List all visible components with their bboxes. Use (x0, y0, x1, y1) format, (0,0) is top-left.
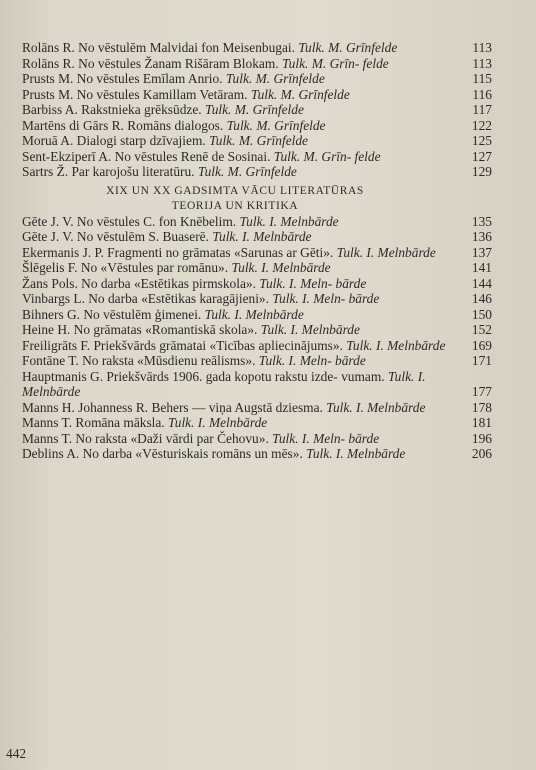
toc-entry-page-number: 206 (471, 446, 492, 461)
toc-entry (22, 214, 492, 230)
toc-entry-translator: Tulk. I. Melnbārde (212, 229, 312, 244)
toc-entry (22, 118, 492, 134)
toc-entry-text (22, 446, 492, 462)
toc-entry-title: Deblins A. No darba «Vēsturiskais romāns un mēs». (22, 446, 307, 461)
toc-entry-translator: Tulk. I. Melnbārde (204, 306, 304, 322)
toc-entry (22, 369, 492, 400)
toc-entry-translator: Tulk. M. Grīn- felde (281, 55, 389, 71)
toc-entry-title: Gēte J. V. No vēstules C. fon Knēbelim. (22, 213, 240, 229)
toc-entry-page-number: 116 (472, 86, 492, 102)
toc-entry-page-number: 117 (472, 102, 492, 117)
toc-entry-translator: Tulk. M. Grīnfelde (197, 164, 297, 179)
toc-entry-page-number: 144 (471, 275, 492, 291)
toc-entry-translator: Tulk. I. Meln- bārde (272, 291, 380, 306)
toc-entry-translator: Tulk. I. Meln- bārde (272, 430, 380, 446)
toc-entry-title: Barbiss A. Rakstnieka grēksūdze. (22, 102, 205, 117)
toc-entry-page-number: 122 (471, 117, 492, 133)
toc-entry-title: Freiligrāts F. Priekšvārds grāmatai «Ticības apliecinājums». (22, 337, 347, 353)
toc-entry-title: Žans Pols. No darba «Estētikas pirmskola». (22, 275, 260, 291)
toc-entry (22, 164, 492, 180)
toc-entry-title: Manns H. Johanness R. Behers — viņa Augstā dziesma. (22, 399, 327, 415)
toc-entry-title: Manns T. No raksta «Daži vārdi par Čehovu». (22, 430, 273, 446)
toc-entry-translator: Tulk. M. Grīn- felde (273, 148, 381, 164)
toc-entry (22, 322, 492, 338)
toc-entry-title: Prusts M. No vēstules Emīlam Anrio. (22, 71, 226, 86)
toc-entry-title: Martēns di Gārs R. Romāns dialogos. (22, 117, 227, 133)
toc-entry-text (22, 400, 492, 416)
toc-entry (22, 40, 492, 56)
toc-entry-page-number: 181 (471, 415, 492, 430)
toc-entry-text (22, 431, 492, 447)
toc-entry-translator: Tulk. M. Grīnfelde (204, 102, 304, 117)
toc-entry (22, 56, 492, 72)
toc-entry-title: Fontāne T. No raksta «Mūsdienu reālisms». (22, 353, 259, 368)
toc-entry-text (22, 229, 492, 245)
toc-entry-page-number: 171 (471, 353, 492, 368)
section-heading-line1: XIX UN XX GADSIMTA VĀCU LITERATŪRAS (106, 184, 364, 197)
toc-entry-title: Moruā A. Dialogi starp dzīvajiem. (22, 133, 210, 148)
toc-entry-translator: Tulk. I. Melnbārde (231, 260, 331, 275)
toc-entry (22, 338, 492, 354)
toc-entry (22, 431, 492, 447)
toc-entry-page-number: 129 (471, 164, 492, 179)
toc-entry-text (22, 149, 492, 165)
section-heading-line2: TEORIJA UN KRITIKA (171, 199, 299, 212)
toc-entry (22, 102, 492, 118)
toc-list-top (22, 40, 492, 180)
toc-entry-text (22, 164, 492, 180)
toc-entry (22, 446, 492, 462)
toc-entry-text (22, 102, 492, 118)
toc-entry-page-number: 113 (472, 55, 492, 71)
toc-entry-title: Manns T. Romāna māksla. (22, 415, 169, 430)
toc-entry-page-number: 113 (472, 40, 492, 55)
toc-entry-translator: Tulk. M. Grīnfelde (250, 86, 350, 102)
toc-entry-title: Rolāns R. No vēstules Žanam Rišāram Blokam. (22, 55, 282, 71)
toc-entry-page-number: 137 (471, 244, 492, 260)
toc-entry-page-number: 146 (471, 291, 492, 306)
toc-entry-page-number: 178 (471, 399, 492, 415)
toc-entry-title: Heine H. No grāmatas «Romantiskā skola». (22, 322, 261, 337)
toc-entry-page-number: 136 (471, 229, 492, 244)
toc-entry-translator: Tulk. M. Grīnfelde (298, 40, 398, 55)
toc-entry-translator: Tulk. I. Melnbārde (336, 244, 436, 260)
toc-entry-text (22, 118, 492, 134)
toc-entry-page-number: 152 (471, 322, 492, 337)
toc-entry (22, 415, 492, 431)
toc-entry-text (22, 133, 492, 149)
toc-entry-title: Bihners G. No vēstulēm ģimenei. (22, 306, 205, 322)
toc-entry-page-number: 127 (471, 148, 492, 164)
toc-entry-text (22, 322, 492, 338)
toc-entry-text (22, 71, 492, 87)
toc-entry-title: Sartrs Ž. Par karojošu literatūru. (22, 164, 198, 179)
toc-entry-translator: Tulk. I. Melnbārde (239, 213, 339, 229)
toc-entry-text (22, 291, 492, 307)
toc-entry (22, 133, 492, 149)
toc-entry-page-number: 141 (471, 260, 492, 275)
toc-entry (22, 276, 492, 292)
toc-entry (22, 353, 492, 369)
toc-entry-page-number: 150 (471, 306, 492, 322)
toc-entry-title: Gēte J. V. No vēstulēm S. Buaserē. (22, 229, 213, 244)
toc-entry-text (22, 415, 492, 431)
toc-entry-text (22, 276, 492, 292)
toc-entry-translator: Tulk. I. Melnbārde (306, 446, 406, 461)
toc-entry (22, 71, 492, 87)
toc-entry-translator: Tulk. I. Meln- bārde (258, 353, 366, 368)
toc-entry-page-number: 169 (471, 337, 492, 353)
toc-entry (22, 291, 492, 307)
toc-entry-text (22, 369, 492, 400)
toc-entry-text (22, 260, 492, 276)
toc-entry-title: Vinbargs L. No darba «Estētikas karagājieni». (22, 291, 273, 306)
toc-entry-text (22, 307, 492, 323)
toc-entry (22, 229, 492, 245)
toc-entry-translator: Tulk. M. Grīnfelde (209, 133, 308, 148)
toc-entry (22, 245, 492, 261)
toc-entry-text (22, 87, 492, 103)
toc-entry-title: Rolāns R. No vēstulēm Malvidai fon Meisenbugai. (22, 40, 299, 55)
toc-entry-title: Hauptmanis G. Priekšvārds 1906. gada kopotu rakstu izde- vumam. (22, 368, 388, 384)
toc-entry-text (22, 245, 492, 261)
toc-entry-translator: Tulk. I. Melnbārde (346, 337, 446, 353)
toc-entry-page-number: 196 (471, 430, 492, 446)
section-heading (22, 184, 492, 214)
toc-entry-text (22, 353, 492, 369)
toc-entry-translator: Tulk. M. Grīnfelde (225, 71, 325, 86)
toc-entry-title: Ekermanis J. P. Fragmenti no grāmatas «Sarunas ar Gēti». (22, 244, 337, 260)
toc-entry-page-number: 135 (471, 213, 492, 229)
toc-entry-translator: Tulk. M. Grīnfelde (226, 117, 326, 133)
toc-entry-page-number: 115 (472, 71, 492, 86)
toc-entry (22, 87, 492, 103)
toc-entry-text (22, 338, 492, 354)
toc-entry-page-number: 125 (471, 133, 492, 148)
table-of-contents (22, 40, 492, 462)
toc-entry-title: Sent-Ekziperī A. No vēstules Renē de Sosinai. (22, 148, 274, 164)
toc-entry-translator: Tulk. I. Melnbārde (22, 368, 426, 399)
toc-entry (22, 149, 492, 165)
page-folio: 442 (6, 746, 27, 761)
toc-entry (22, 400, 492, 416)
toc-entry-translator: Tulk. I. Melnbārde (260, 322, 360, 337)
toc-entry-translator: Tulk. I. Melnbārde (326, 399, 426, 415)
toc-entry-text (22, 214, 492, 230)
toc-entry (22, 307, 492, 323)
toc-list-bottom (22, 214, 492, 462)
toc-entry-translator: Tulk. I. Meln- bārde (259, 275, 367, 291)
toc-entry-title: Šlēgelis F. No «Vēstules par romānu». (22, 260, 232, 275)
toc-entry-text (22, 40, 492, 56)
toc-entry (22, 260, 492, 276)
toc-entry-text (22, 56, 492, 72)
toc-entry-page-number: 177 (471, 384, 492, 399)
toc-entry-title: Prusts M. No vēstules Kamillam Vetāram. (22, 86, 251, 102)
toc-entry-translator: Tulk. I. Melnbārde (168, 415, 268, 430)
